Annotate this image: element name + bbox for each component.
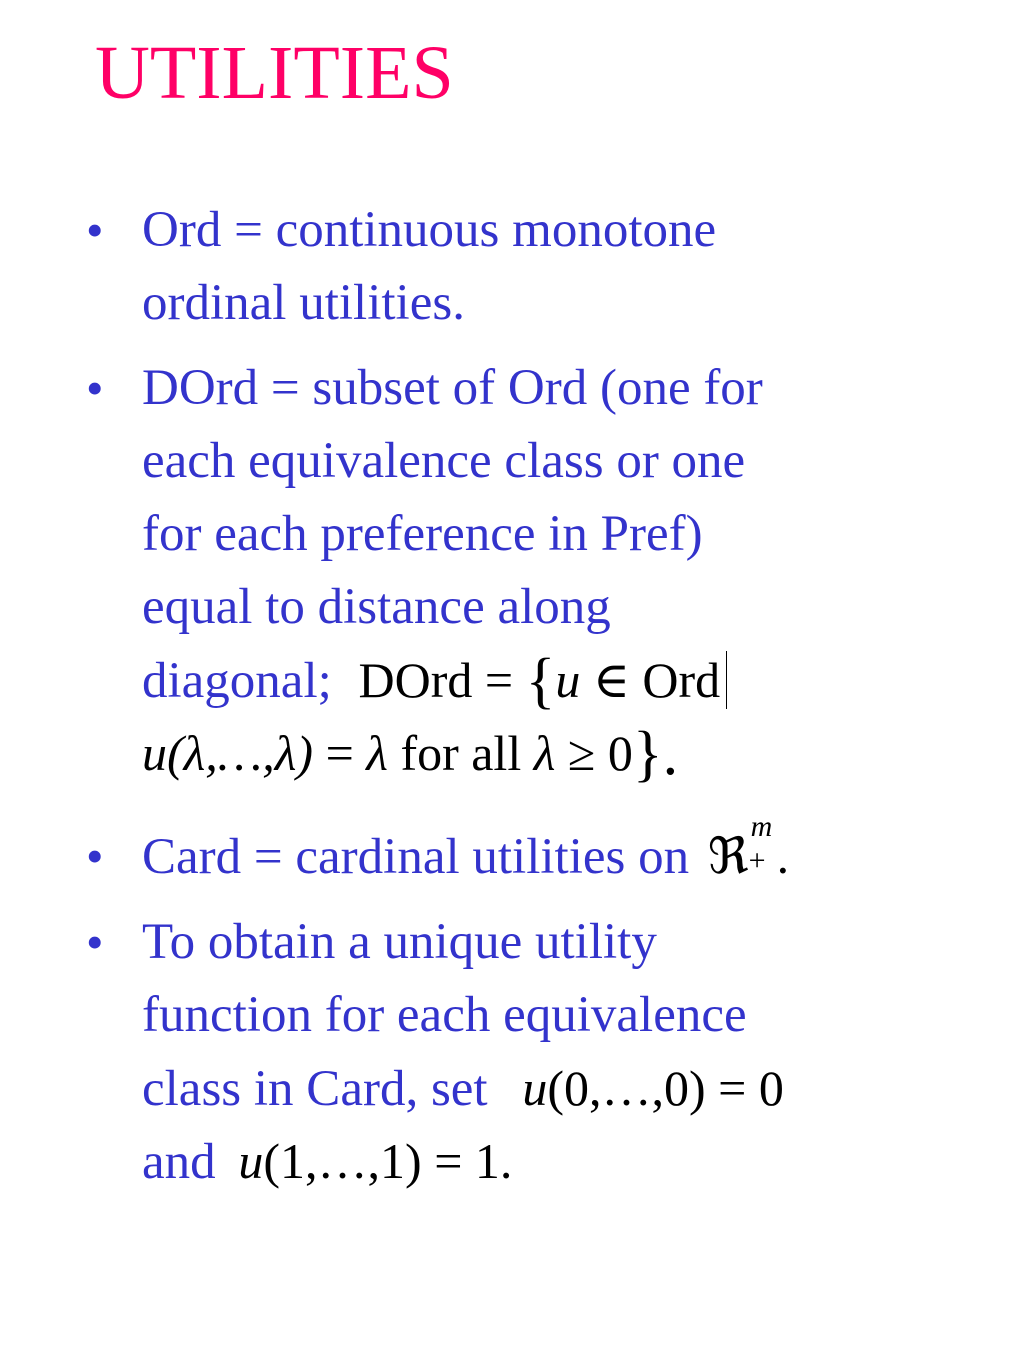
formula-set: Ord <box>642 652 721 708</box>
bullet-line-with-formula <box>142 1052 784 1126</box>
bullet-marker: • <box>86 914 104 970</box>
formula-equals: = <box>484 652 514 708</box>
bullet-marker: • <box>86 202 104 258</box>
bullet-line-with-formula <box>142 1125 512 1199</box>
normalization-formula-one <box>238 1133 512 1189</box>
formula-var: u <box>555 652 581 708</box>
formula-rest: (1,…,1) = 1. <box>263 1133 513 1189</box>
bullet-line: Ord = continuous monotone <box>142 202 717 258</box>
bullet-line-text: diagonal; <box>142 653 332 709</box>
bullet-line: ordinal utilities. <box>142 275 465 331</box>
formula-u: u <box>142 725 167 781</box>
formula-text: for all <box>400 725 522 781</box>
bullet-line: each equivalence class or one <box>142 433 746 489</box>
formula-close-brace: }. <box>632 720 679 788</box>
formula-u: u <box>522 1060 548 1116</box>
card-formula <box>707 810 790 884</box>
dord-formula-part2 <box>142 717 678 790</box>
formula-period: . <box>776 828 790 884</box>
bullet-line: for each preference in Pref) <box>142 506 703 562</box>
bullet-marker: • <box>86 360 104 416</box>
formula-rest: (0,…,0) = 0 <box>547 1060 784 1116</box>
formula-lambda: λ <box>366 725 388 781</box>
bullet-line-with-formula <box>142 644 727 718</box>
bullet-line: function for each equivalence <box>142 987 747 1043</box>
bullet-marker: • <box>86 828 104 884</box>
formula-ge: ≥ <box>567 725 596 781</box>
bullet-line-with-formula <box>142 810 790 894</box>
formula-equals: = <box>325 725 354 781</box>
bullet-line-text: class in Card, set <box>142 1061 488 1117</box>
bullet-line-text: and <box>142 1134 216 1190</box>
formula-lhs: DOrd <box>358 652 473 708</box>
formula-subscript: + <box>748 844 766 877</box>
formula-element-of: ∈ <box>592 652 630 708</box>
bullet-line-text: Card = cardinal utilities on <box>142 829 690 885</box>
dord-formula-part1 <box>358 647 728 715</box>
formula-bar <box>726 651 727 709</box>
bullet-line: DOrd = subset of Ord (one for <box>142 360 763 416</box>
formula-u: u <box>238 1133 264 1189</box>
formula-args: (λ,…,λ) <box>167 725 314 781</box>
normalization-formula-zero <box>522 1060 784 1116</box>
slide-title: UTILITIES <box>95 31 454 115</box>
bullet-line: To obtain a unique utility <box>142 914 657 970</box>
bullet-line: equal to distance along <box>142 579 611 635</box>
formula-lambda: λ <box>533 725 556 781</box>
formula-zero: 0 <box>607 725 633 781</box>
real-numbers-symbol: ℜ <box>707 828 749 884</box>
formula-superscript: m <box>750 810 773 843</box>
formula-open-brace: { <box>525 647 556 715</box>
formula-sup-sub <box>748 810 777 877</box>
